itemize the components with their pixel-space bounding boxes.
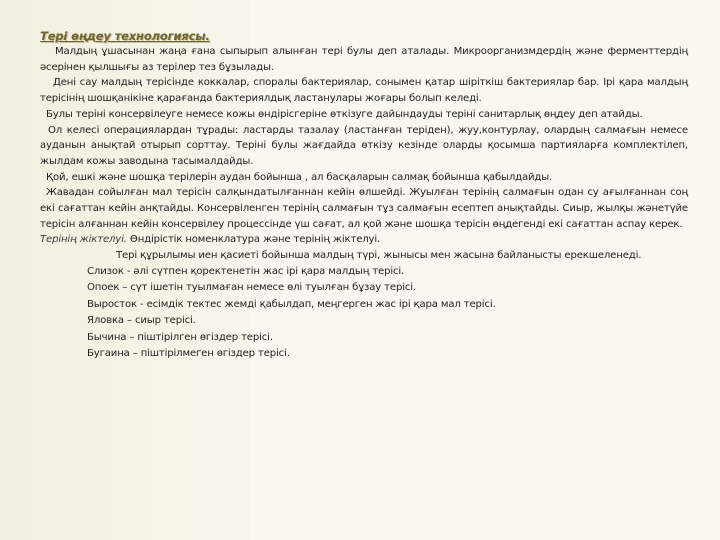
list-item: Яловка – сиыр терісі. xyxy=(87,315,196,327)
list-item: Бугаина – піштірілмеген өгіздер терісі. xyxy=(87,348,290,360)
list-item: Выросток - есімдік тектес жемді қабылдап, меңгерген жас ірі қара мал терісі. xyxy=(87,298,496,310)
classification-text: Өндірістік номенклатура және терінің жіктелуі. xyxy=(126,234,381,246)
list-item: Слизок - әлі сүтпен қоректенетін жас ірі қара малдың терісі. xyxy=(87,265,405,277)
paragraph: Ол келесі операциялардан тұрады: ластарды тазалау (ластанған теріден), жуу,контурлау, олардың салмағын немесе ауданын анықтай отырып сорттау. Терiнi булы жағдайда өткізу кезінде оларды қосымша партияларға комплектілеп, жылдам кожы заводына тасымалдайды. xyxy=(40,124,688,167)
paragraph: Дені сау малдың терісінде коккалар, споралы бактериялар, сонымен қатар шіріткіш бактериялар бар. Ірі қара малдың терісінің шошқанікіне қарағанда бактериялдық ластанулары жоғары болып келеді. xyxy=(40,77,688,105)
classification-label: Терiнiң жiктелуi. xyxy=(40,234,127,246)
list-item: Опоек – сүт iшетiн туылмаған немесе өлі туылған бұзау терісі. xyxy=(87,282,416,294)
paragraph: Малдың ұшасынан жаңа ғана сыпырып алынған тері булы деп аталады. Микроорганизмдердің және ферменттердің әсерінен қылшығы аз терілер тез бұзылады. xyxy=(40,46,688,73)
page-title: Тері өңдеу технологиясы. xyxy=(40,29,210,43)
paragraph: Жавадан сойылған мал терісін салқындатылғаннан кейін өлшейді. Жуылған терінің салмағын одан су ағылғаннан соң екі сағаттан кейін анқтайды. Консервіленген терінің салмағын тұз салмағын есептеп анықтайды. Сиыр, жылқы жәнетүйе терісін алғаннан кейін консервілеу процессінде үш сағат, ал қой және шошқа терісін өңдегенді екі сағаттан аспау керек. xyxy=(40,187,688,230)
classification-line xyxy=(40,232,688,248)
list-item: Бычина – піштірілген өгіздер терісі. xyxy=(87,331,273,343)
structure-paragraph: Тері құрылымы иен қасиеті бойынша малдың түрі, жынысы мен жасына байланысты ерекшеленеді. xyxy=(116,250,642,262)
paragraph: Қой, ешкі және шошқа терілерін аудан бойынша , ал басқаларын салмақ бойынша қабылдайды. xyxy=(46,171,553,183)
hide-types-list xyxy=(40,264,688,363)
document-body xyxy=(40,29,688,363)
paragraph: Булы теріні консервілеуге немесе кожы өндірісгеріне өткізуге дайындауды терінi санитарлық өңдеу деп атайды. xyxy=(46,108,643,120)
